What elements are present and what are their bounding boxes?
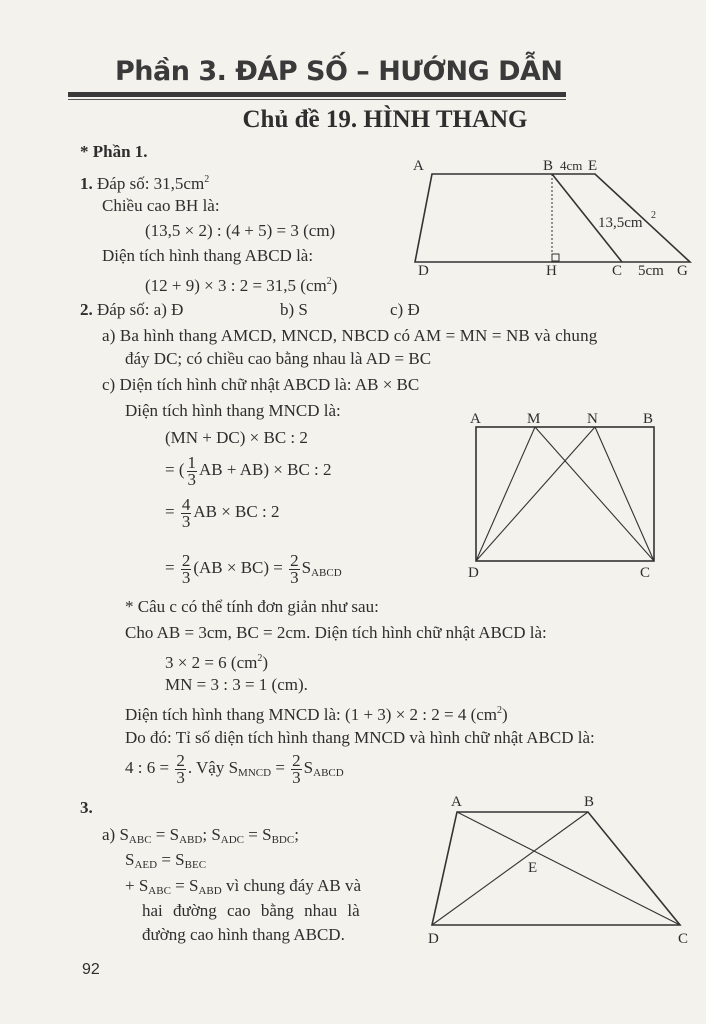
denominator: 3 xyxy=(187,469,196,489)
eq-text: S xyxy=(301,558,312,577)
exponent: 2 xyxy=(497,705,503,716)
eq-text: ) xyxy=(502,705,508,724)
figure-trapezoid-diagonals xyxy=(432,812,680,925)
fraction xyxy=(175,750,186,787)
eq-text: S xyxy=(211,825,221,844)
label-d: D xyxy=(428,931,439,947)
note-line: Cho AB = 3cm, BC = 2cm. Diện tích hình chữ nhật ABCD là: xyxy=(125,623,547,642)
eq-text: . Vậy S xyxy=(187,758,239,777)
label-d: D xyxy=(418,263,429,279)
label-c: C xyxy=(640,565,651,581)
q1-line: Chiều cao BH là: xyxy=(102,196,220,215)
q1-number: 1. xyxy=(80,174,93,193)
numerator: 4 xyxy=(181,494,191,514)
eq-text: = ( xyxy=(165,460,185,479)
eq-text: S xyxy=(125,850,135,869)
subscript: AED xyxy=(134,859,158,871)
q1-answer-text: Đáp số: 31,5cm xyxy=(97,174,205,193)
segment-dm xyxy=(476,427,535,561)
label-c: C xyxy=(612,263,623,279)
note-line: Do đó: Tỉ số diện tích hình thang MNCD và hình chữ nhật ABCD là: xyxy=(125,728,595,747)
eq-text: S xyxy=(303,758,314,777)
q3-line xyxy=(125,876,361,901)
equation: (MN + DC) × BC : 2 xyxy=(165,428,308,447)
eq-text: = xyxy=(161,850,171,869)
trapezoid-edges xyxy=(432,812,680,925)
eq-text: Diện tích hình thang MNCD là: (1 + 3) × 2 : 2 = 4 (cm xyxy=(125,705,498,724)
q2-answer xyxy=(80,300,183,320)
label-g: G xyxy=(677,263,688,279)
label-d: D xyxy=(468,565,479,581)
note-line: * Câu c có thể tính đơn giản như sau: xyxy=(125,597,379,616)
q1-line: Diện tích hình thang ABCD là: xyxy=(102,246,314,265)
segment-nc xyxy=(595,427,654,561)
q3-line: đường cao hình thang ABCD. xyxy=(142,925,345,944)
numerator: 2 xyxy=(176,750,185,770)
segment-mc xyxy=(535,427,654,561)
subscript: ABC xyxy=(128,834,152,846)
label-a: A xyxy=(413,158,424,174)
subscript: ABC xyxy=(148,885,171,897)
label-a: A xyxy=(470,411,481,427)
label-a: A xyxy=(451,794,462,810)
q2-c-line: Diện tích hình thang MNCD là: xyxy=(125,401,341,420)
q2-a-line: a) Ba hình thang AMCD, MNCD, NBCD có AM = MN = NB và chung xyxy=(102,326,598,345)
label-c: C xyxy=(678,931,689,947)
eq-text: S xyxy=(175,850,185,869)
denominator: 3 xyxy=(290,567,299,587)
label-b: B xyxy=(643,411,654,427)
denominator: 3 xyxy=(181,567,191,587)
fraction xyxy=(181,494,192,531)
topic-title: Chủ đề 19. HÌNH THANG xyxy=(242,106,528,133)
fraction xyxy=(181,550,192,587)
eq-text: vì chung đáy AB và xyxy=(225,876,362,895)
eq-text: S xyxy=(262,825,272,844)
exponent: 2 xyxy=(257,653,263,664)
eq-text: AB × BC : 2 xyxy=(193,502,280,521)
label-be: 4cm xyxy=(560,158,583,173)
label-b: B xyxy=(584,794,595,810)
q2-answer-b: b) S xyxy=(280,300,308,319)
label-area-exp: 2 xyxy=(651,210,656,221)
eq-text: ; xyxy=(202,825,208,844)
numerator: 2 xyxy=(290,550,299,570)
eq-text: = xyxy=(165,502,175,521)
label-e: E xyxy=(588,158,598,174)
subscript: BEC xyxy=(184,859,207,871)
eq-text: = xyxy=(248,825,258,844)
q1-expr: (12 + 9) × 3 : 2 = 31,5 (cm xyxy=(145,276,327,295)
rectangle xyxy=(476,427,654,561)
equation xyxy=(165,550,342,591)
label-m: M xyxy=(527,411,541,427)
eq-text: ; xyxy=(294,825,299,844)
subscript: ABCD xyxy=(313,767,344,779)
page-number: 92 xyxy=(82,961,100,978)
eq-text: 4 : 6 = xyxy=(125,758,170,777)
segment-dn xyxy=(476,427,595,561)
section-title: Phần 3. ĐÁP SỐ – HƯỚNG DẪN xyxy=(115,56,563,87)
part-heading: * Phần 1. xyxy=(80,142,148,161)
eq-text: ) xyxy=(262,653,269,672)
fraction xyxy=(289,550,300,587)
fraction xyxy=(187,452,198,489)
eq-text: 3 × 2 = 6 (cm xyxy=(165,653,258,672)
subscript: ABCD xyxy=(311,567,342,579)
note-line xyxy=(165,649,268,673)
note-line xyxy=(125,750,344,791)
label-cg: 5cm xyxy=(638,263,664,279)
q2-answer-a: Đáp số: a) Đ xyxy=(97,300,184,319)
subscript: ABD xyxy=(179,834,203,846)
eq-text: = xyxy=(165,558,175,577)
exponent: 2 xyxy=(326,276,332,287)
equation xyxy=(165,452,332,488)
equation xyxy=(165,494,279,530)
note-line: MN = 3 : 3 = 1 (cm). xyxy=(165,675,308,694)
subscript: MNCD xyxy=(238,767,272,779)
label-h: H xyxy=(546,263,557,279)
label-area: 13,5cm xyxy=(598,215,643,231)
q3-number: 3. xyxy=(80,798,93,817)
label-n: N xyxy=(587,411,598,427)
note-line xyxy=(125,701,508,725)
q2-answer-c: c) Đ xyxy=(390,300,420,319)
denominator: 3 xyxy=(181,511,191,531)
eq-text: a) S xyxy=(102,825,129,844)
label-b: B xyxy=(543,158,554,174)
figure-trapezoid-abcd xyxy=(415,174,690,262)
label-e: E xyxy=(528,860,538,876)
eq-text: = xyxy=(175,876,185,895)
eq-text: (AB × BC) = xyxy=(193,558,283,577)
q1-line: (13,5 × 2) : (4 + 5) = 3 (cm) xyxy=(145,221,336,240)
eq-text: + S xyxy=(125,876,149,895)
eq-text: S xyxy=(169,825,180,844)
right-angle-mark xyxy=(552,254,559,261)
subscript: ADC xyxy=(220,834,245,846)
denominator: 3 xyxy=(176,767,185,787)
denominator: 3 xyxy=(292,767,301,787)
numerator: 1 xyxy=(187,452,196,472)
eq-text: S xyxy=(189,876,199,895)
fraction xyxy=(291,750,302,787)
subscript: BDC xyxy=(271,834,295,846)
figure-rectangle-abcd xyxy=(476,427,654,561)
diagonal-ac xyxy=(457,812,680,925)
exponent: 2 xyxy=(204,174,210,185)
diagonal-bd xyxy=(432,812,588,925)
q2-number: 2. xyxy=(80,300,93,319)
q2-c-line: c) Diện tích hình chữ nhật ABCD là: AB × BC xyxy=(102,375,420,394)
eq-text: = xyxy=(275,758,285,777)
q3-line: hai đường cao bằng nhau là xyxy=(142,901,360,920)
eq-text: AB + AB) × BC : 2 xyxy=(199,460,332,479)
subscript: ABD xyxy=(198,885,222,897)
numerator: 2 xyxy=(181,550,191,570)
q2-a-line: đáy DC; có chiều cao bằng nhau là AD = BC xyxy=(125,349,432,368)
q3-line xyxy=(102,825,299,850)
q3-line xyxy=(125,850,206,875)
eq-text: = xyxy=(155,825,166,844)
q1-expr-end: ) xyxy=(331,276,338,295)
numerator: 2 xyxy=(292,750,301,770)
